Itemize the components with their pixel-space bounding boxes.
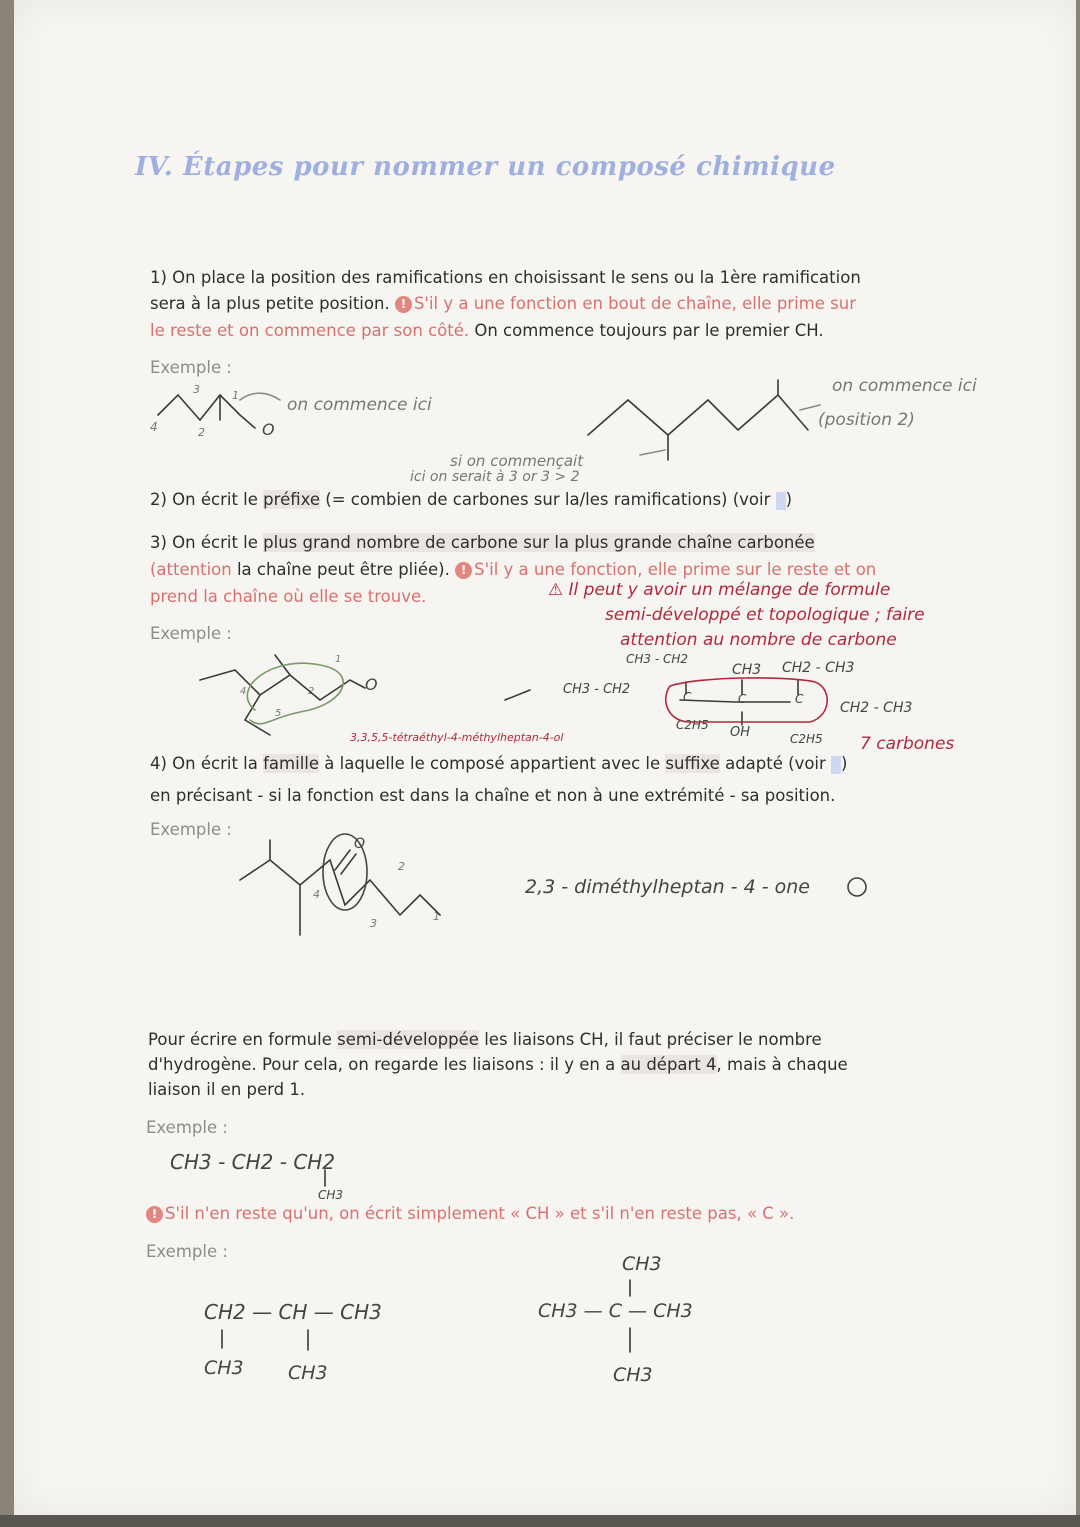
f-c3: C (795, 692, 804, 706)
step2-text-c: (= combien de carbones sur la/les ramifications) (voir (325, 490, 771, 509)
step2-text-a: 2) On écrit le (150, 490, 258, 509)
semi-line2-a: d'hydrogène. Pour cela, on regarde les liaisons : il y en a (148, 1055, 616, 1074)
step4-position-circle (848, 878, 866, 896)
step1-num-3: 3 (193, 383, 200, 396)
semi-line3: liaison il en perd 1. (148, 1080, 306, 1099)
step4-family: famille (263, 754, 320, 773)
step4-line1-c: à laquelle le composé appartient avec le (324, 754, 661, 773)
step3-warning: S'il y a une fonction, elle prime sur le reste et on (474, 560, 877, 579)
f-oh: OH (730, 725, 751, 740)
step1-line1: 1) On place la position des ramifications en choisissant le sens ou la 1ère ramification (150, 268, 861, 287)
page-title: IV. Étapes pour nommer un composé chimique (135, 152, 836, 182)
step4-line1-f: ) (841, 754, 848, 773)
step4-line2: en précisant - si la fonction est dans la chaîne et non à une extrémité - sa position. (150, 786, 836, 805)
step2-text-d: ) (785, 490, 793, 509)
step3-num-4: 4 (240, 686, 247, 697)
step4-compound-name: 2,3 - diméthylheptan - 4 - one (525, 876, 810, 898)
step3-line3: prend la chaîne où elle se trouve. (150, 587, 427, 606)
semi-line1-b: semi-développée (337, 1030, 479, 1049)
step1-note-mid-1: si on commençait (450, 452, 584, 470)
semi-example2-label: Exemple : (146, 1242, 228, 1261)
f-ch3-a: CH3 (732, 662, 762, 678)
step3-main-bonds (680, 700, 790, 702)
step1-num-1: 1 (232, 389, 239, 402)
step4-circle (323, 834, 367, 910)
step4-carbonyl-2 (341, 854, 356, 874)
step4-line1-a: 4) On écrit la (150, 754, 258, 773)
f-c2h5-b: C2H5 (790, 732, 823, 746)
ex2-f1-b2: CH3 (288, 1362, 328, 1384)
step3-arrow (505, 690, 530, 700)
step4-suffix: suffixe (665, 754, 720, 773)
step1-arrow-mid (640, 450, 665, 455)
step4-atom-o: O (354, 836, 366, 852)
step3-hand-name: 3,3,5,5-tétraéthyl-4-méthylheptan-4-ol (350, 731, 564, 744)
step3-attention: (attention (150, 560, 232, 579)
step4-num-4: 4 (313, 888, 320, 901)
warning-icon: ! (395, 296, 412, 313)
semi-line2-b: au départ 4 (620, 1055, 717, 1074)
warning-triangle-icon: ⚠ (548, 580, 564, 600)
f-c1: C (683, 690, 692, 704)
semi-line1-c: les liaisons CH, il faut préciser le nombre (484, 1030, 822, 1049)
step4-carbonyl-1 (335, 850, 350, 870)
step4-skeleton (240, 860, 440, 915)
step1-num-4: 4 (150, 420, 158, 434)
step3-hand-note-3: attention au nombre de carbone (620, 630, 897, 650)
ex2-f1-top: CH2 — CH — CH3 (204, 1300, 382, 1324)
step1-arrow-left (240, 393, 280, 400)
step2-prefix: préfixe (263, 490, 321, 509)
step4-example-label: Exemple : (150, 820, 232, 839)
f-left-chain: CH3 - CH2 (563, 682, 631, 697)
step1-note-left: on commence ici (287, 395, 432, 415)
f-c2h5-a: C2H5 (676, 718, 709, 732)
semi-formula: CH3 - CH2 - CH2 (170, 1150, 336, 1174)
step4-num-1: 1 (433, 910, 440, 923)
semi-line2-c: , mais à chaque (716, 1055, 848, 1074)
semi-formula-sub: CH3 (318, 1188, 344, 1202)
ex2-f2-mid: CH3 — C — CH3 (538, 1300, 693, 1322)
step4-line1-e: adapté (voir (725, 754, 826, 773)
step3-atom-o: O (365, 675, 378, 694)
step1-warning-a: S'il y a une fonction en bout de chaîne, elle prime sur (413, 294, 856, 313)
f-ch2-ch3-top: CH2 - CH3 (782, 660, 855, 676)
step3-hand-note-2: semi-développé et topologique ; faire (605, 605, 925, 625)
step3-hand-note-1: ⚠ Il peut y avoir un mélange de formule (548, 580, 891, 600)
step3-line1-b: plus grand nombre de carbone sur la plus grande chaîne carbonée (263, 533, 815, 552)
step1-note-right-1: on commence ici (832, 376, 977, 396)
step1-arrow-right (800, 405, 820, 410)
warning-icon: ! (146, 1206, 163, 1223)
step1-note-right-2: (position 2) (818, 410, 915, 430)
f-c2: C (738, 692, 747, 706)
step1-line3-b: On commence toujours par le premier CH. (474, 321, 824, 340)
step1-line2-a: sera à la plus petite position. (150, 294, 390, 313)
f-right-chain: CH2 - CH3 (840, 700, 913, 716)
step3-example-label: Exemple : (150, 624, 232, 643)
warning-icon: ! (455, 562, 472, 579)
semi-example-label: Exemple : (146, 1118, 228, 1137)
step1-atom-o: O (262, 420, 275, 439)
step3-num-1: 1 (335, 654, 342, 665)
step1-num-2: 2 (198, 426, 205, 439)
f-top-chain: CH3 - CH2 (626, 652, 689, 666)
ex2-f2-top: CH3 (622, 1253, 662, 1275)
semi-warning-text: S'il n'en reste qu'un, on écrit simplement « CH » et s'il n'en reste pas, « C ». (165, 1204, 795, 1223)
step1-skeleton-right (588, 395, 808, 435)
ex2-f2-bot: CH3 (613, 1364, 653, 1386)
step3-num-2: 2 (308, 686, 315, 697)
semi-line1-a: Pour écrire en formule (148, 1030, 332, 1049)
step1-note-mid-2: ici on serait à 3 or 3 > 2 (410, 469, 580, 485)
step3-line2-b: la chaîne peut être pliée). (236, 560, 450, 579)
step3-num-5: 5 (275, 708, 282, 719)
step1-example-label: Exemple : (150, 358, 232, 377)
ex2-f1-b1: CH3 (204, 1357, 244, 1379)
step4-num-2: 2 (398, 860, 405, 873)
step3-hand-carbons: 7 carbones (860, 734, 955, 754)
step4-num-3: 3 (370, 917, 377, 930)
step1-warning-b: le reste et on commence par son côté. (150, 321, 470, 340)
step3-line1-a: 3) On écrit le (150, 533, 258, 552)
